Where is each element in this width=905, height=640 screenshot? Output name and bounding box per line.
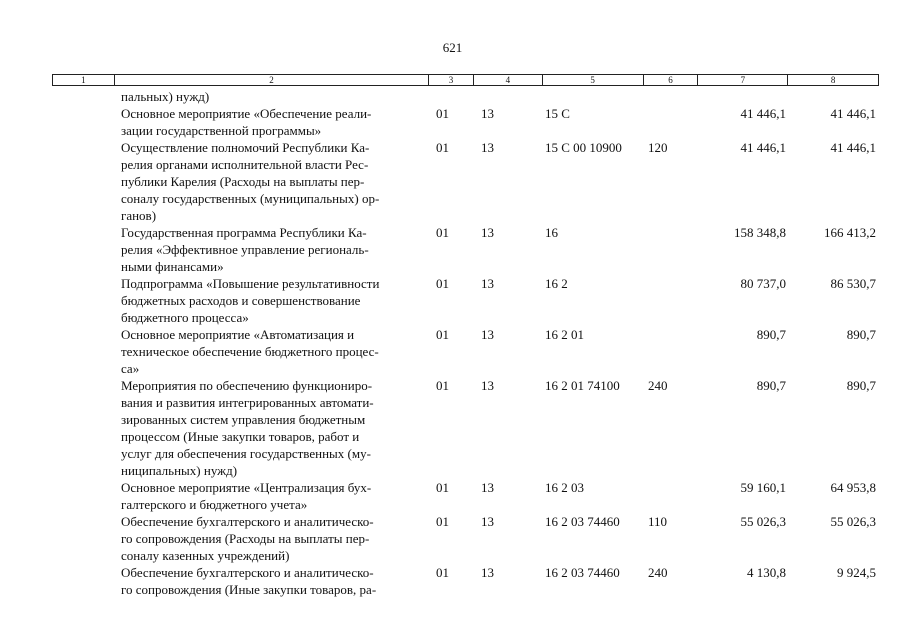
description-line: бюджетных расходов и совершенствование [121,293,361,308]
row-description [121,377,426,479]
row-description [121,326,426,377]
amount-year-1: 890,7 [756,327,786,342]
expense-type-code: 240 [648,378,668,393]
description-line: публики Карелия (Расходы на выплаты пер- [121,174,365,189]
table-row [0,88,905,105]
description-line: процессом (Иные закупки товаров, работ и [121,429,360,444]
row-description [121,275,426,326]
description-line: го сопровождения (Расходы на выплаты пер- [121,531,370,546]
amount-year-1: 80 737,0 [740,276,786,291]
amount-year-1: 55 026,3 [740,514,786,529]
description-line: Основное мероприятие «Автоматизация и [121,327,355,342]
section-code: 01 [436,565,449,580]
table-row [0,139,905,224]
subsection-code: 13 [481,140,494,155]
target-article-code: 16 2 01 74100 [545,378,620,393]
amount-year-1: 890,7 [756,378,786,393]
table-row [0,224,905,275]
subsection-code: 13 [481,225,494,240]
target-article-code: 16 [545,225,558,240]
row-description [121,479,426,513]
section-code: 01 [436,327,449,342]
subsection-code: 13 [481,514,494,529]
description-line: Государственная программа Республики Ка- [121,225,367,240]
section-code: 01 [436,480,449,495]
table-row [0,479,905,513]
target-article-code: 16 2 01 [545,327,584,342]
amount-year-1: 41 446,1 [740,106,786,121]
table-row [0,326,905,377]
description-line: го сопровождения (Иные закупки товаров, ра- [121,582,377,597]
header-col-2: 2 [115,75,429,85]
row-description [121,105,426,139]
subsection-code: 13 [481,565,494,580]
description-line: пальных) нужд) [121,89,210,104]
amount-year-2: 9 924,5 [837,565,876,580]
description-line: Подпрограмма «Повышение результативности [121,276,380,291]
header-col-4: 4 [474,75,543,85]
amount-year-2: 86 530,7 [830,276,876,291]
section-code: 01 [436,378,449,393]
description-line: услуг для обеспечения государственных (му- [121,446,371,461]
page-number: 621 [442,40,463,55]
amount-year-1: 59 160,1 [740,480,786,495]
description-line: Обеспечение бухгалтерского и аналитическо- [121,565,374,580]
description-line: ганов) [121,208,157,223]
subsection-code: 13 [481,480,494,495]
description-line: са» [121,361,140,376]
table-row [0,564,905,598]
table-row [0,105,905,139]
section-code: 01 [436,276,449,291]
expense-type-code: 110 [648,514,668,529]
table-header-row [52,74,879,86]
amount-year-1: 4 130,8 [747,565,786,580]
subsection-code: 13 [481,106,494,121]
row-description [121,139,426,224]
amount-year-2: 41 446,1 [830,106,876,121]
subsection-code: 13 [481,378,494,393]
target-article-code: 16 2 03 74460 [545,514,620,529]
header-col-6: 6 [644,75,699,85]
row-description [121,513,426,564]
subsection-code: 13 [481,276,494,291]
amount-year-2: 41 446,1 [830,140,876,155]
amount-year-2: 55 026,3 [830,514,876,529]
row-description [121,224,426,275]
expense-type-code: 120 [648,140,668,155]
description-line: Мероприятия по обеспечению функциониро- [121,378,373,393]
description-line: Осуществление полномочий Республики Ка- [121,140,370,155]
amount-year-2: 890,7 [846,378,876,393]
header-col-1: 1 [53,75,115,85]
amount-year-1: 41 446,1 [740,140,786,155]
description-line: техническое обеспечение бюджетного процес- [121,344,379,359]
target-article-code: 15 С 00 10900 [545,140,622,155]
row-description [121,564,426,598]
header-col-8: 8 [830,75,836,85]
description-line: Обеспечение бухгалтерского и аналитическо- [121,514,374,529]
expense-type-code: 240 [648,565,668,580]
target-article-code: 16 2 03 74460 [545,565,620,580]
section-code: 01 [436,225,449,240]
table-body [0,88,905,598]
description-line: Основное мероприятие «Обеспечение реали- [121,106,372,121]
amount-year-2: 890,7 [846,327,876,342]
target-article-code: 15 С [545,106,570,121]
section-code: 01 [436,140,449,155]
description-line: релия органами исполнительной власти Рес- [121,157,369,172]
description-line: зированных систем управления бюджетным [121,412,366,427]
section-code: 01 [436,106,449,121]
target-article-code: 16 2 03 [545,480,584,495]
description-line: ниципальных) нужд) [121,463,238,478]
description-line: вания и развития интегрированных автомати- [121,395,374,410]
row-description [121,88,426,105]
table-row [0,513,905,564]
header-col-3: 3 [429,75,474,85]
subsection-code: 13 [481,327,494,342]
description-line: Основное мероприятие «Централизация бух- [121,480,372,495]
target-article-code: 16 2 [545,276,568,291]
description-line: соналу казенных учреждений) [121,548,290,563]
header-col-7: 7 [698,75,788,85]
description-line: ными финансами» [121,259,224,274]
description-line: галтерского и бюджетного учета» [121,497,308,512]
description-line: зации государственной программы» [121,123,322,138]
description-line: релия «Эффективное управление региональ- [121,242,369,257]
amount-year-1: 158 348,8 [734,225,786,240]
header-col-5: 5 [543,75,644,85]
section-code: 01 [436,514,449,529]
table-row [0,377,905,479]
description-line: бюджетного процесса» [121,310,249,325]
amount-year-2: 166 413,2 [824,225,876,240]
amount-year-2: 64 953,8 [830,480,876,495]
table-row [0,275,905,326]
description-line: соналу государственных (муниципальных) ор- [121,191,380,206]
